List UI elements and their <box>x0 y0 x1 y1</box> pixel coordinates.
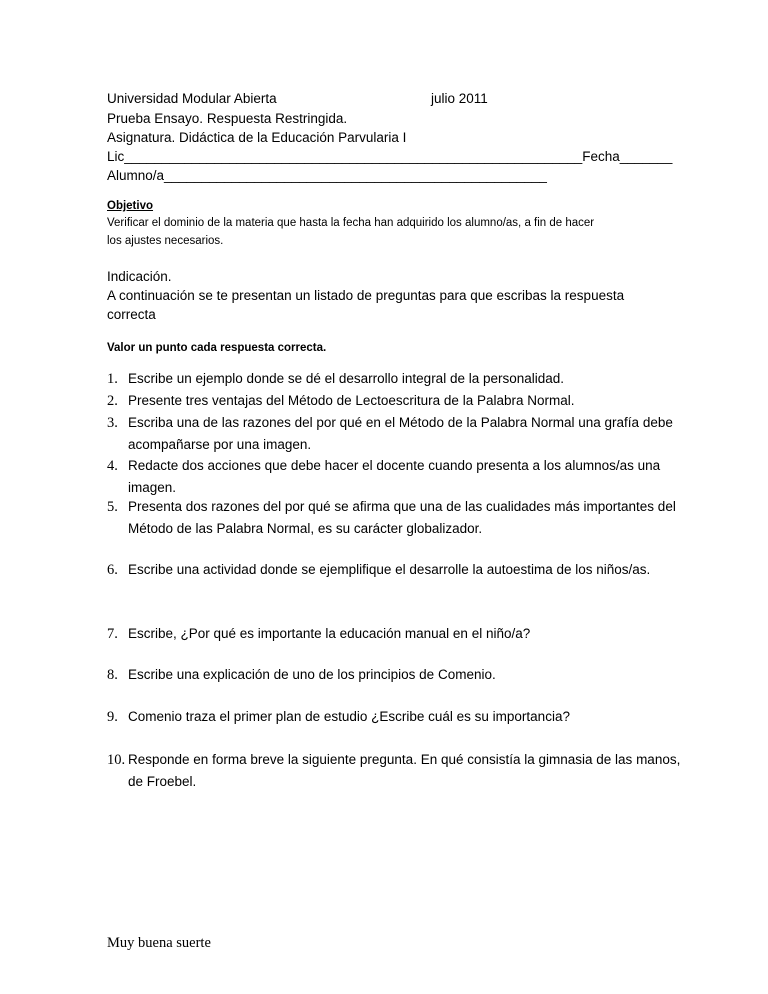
question-text: Redacte dos acciones que debe hacer el docente cuando presenta a los alumnos/as una imagen. <box>128 458 661 495</box>
question-text: Escribe una actividad donde se ejemplifique el desarrolle la autoestima de los niños/as. <box>128 562 651 577</box>
question-text: Comenio traza el primer plan de estudio ¿Escribe cuál es su importancia? <box>128 709 570 724</box>
question-text: Presenta dos razones del por qué se afirma que una de las cualidades más importantes del Método de las Palabra Normal, es su carácter globalizador. <box>128 499 676 536</box>
question-text: Escribe una explicación de uno de los principios de Comenio. <box>128 667 496 682</box>
question-item <box>107 706 687 728</box>
value-note: Valor un punto cada respuesta correcta. <box>107 342 327 354</box>
footer-good-luck: Muy buena suerte <box>107 935 211 951</box>
subject: Asignatura. Didáctica de la Educación Parvularia I <box>107 130 407 145</box>
question-item <box>107 368 687 390</box>
test-type: Prueba Ensayo. Respuesta Restringida. <box>107 111 348 126</box>
question-number: 6. <box>107 562 118 578</box>
indication-line-1: A continuación se te presentan un listado de preguntas para que escribas la respuesta <box>107 288 625 303</box>
question-text: Presente tres ventajas del Método de Lectoescritura de la Palabra Normal. <box>128 393 575 408</box>
question-number: 9. <box>107 709 118 725</box>
exam-date: julio 2011 <box>431 91 488 106</box>
question-number: 7. <box>107 626 118 642</box>
question-text: Escribe, ¿Por qué es importante la educación manual en el niño/a? <box>128 626 531 641</box>
university-name: Universidad Modular Abierta <box>107 91 277 106</box>
question-item <box>107 390 687 412</box>
indication-line-2: correcta <box>107 307 156 322</box>
question-text: Escriba una de las razones del por qué en el Método de la Palabra Normal una grafía debe acompañarse por una imagen. <box>128 415 673 452</box>
question-item <box>107 749 687 793</box>
indication-heading: Indicación. <box>107 269 172 284</box>
question-item <box>107 623 687 645</box>
question-number: 2. <box>107 393 118 409</box>
question-item <box>107 412 687 456</box>
question-number: 8. <box>107 667 118 683</box>
question-number: 1. <box>107 371 118 387</box>
student-line: Alumno/a___________________________________________________ <box>107 168 547 183</box>
question-number: 4. <box>107 458 118 474</box>
lic-date-line: Lic_____________________________________________________________Fecha_______ <box>107 149 673 164</box>
question-number: 3. <box>107 415 118 431</box>
question-text: Escribe un ejemplo donde se dé el desarrollo integral de la personalidad. <box>128 371 565 386</box>
question-item <box>107 455 687 499</box>
question-number: 10. <box>107 752 126 768</box>
objective-line-2: los ajustes necesarios. <box>107 235 224 247</box>
question-item <box>107 496 687 540</box>
question-text: Responde en forma breve la siguiente pregunta. En qué consistía la gimnasia de las manos, de Froebel. <box>128 752 681 789</box>
question-item <box>107 664 687 686</box>
question-item <box>107 559 687 581</box>
question-number: 5. <box>107 499 118 515</box>
objective-heading: Objetivo <box>107 200 154 212</box>
objective-line-1: Verificar el dominio de la materia que hasta la fecha han adquirido los alumno/as, a fin de hacer <box>107 217 595 229</box>
